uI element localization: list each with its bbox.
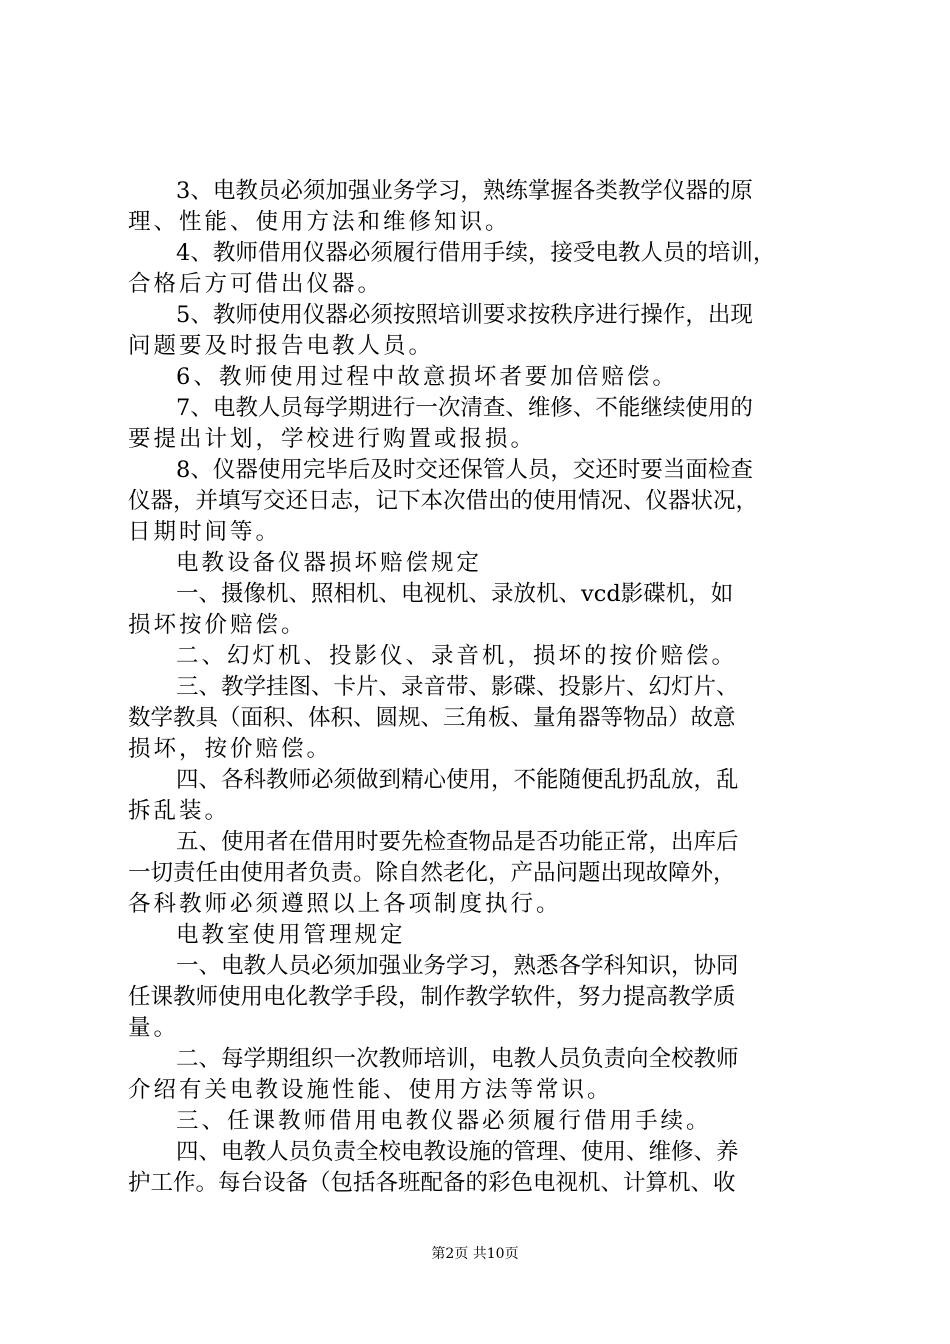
text-line: 四、电教人员负责全校电教设施的管理、使用、维修、养 — [176, 1139, 739, 1165]
section-heading: 电教设备仪器损坏赔偿规定 — [176, 550, 483, 576]
text-line: 一、摄像机、照相机、电视机、录放机、vcd影碟机，如 — [176, 581, 734, 607]
page-footer: 第2页 共10页 — [431, 1246, 519, 1262]
text-line: 4、教师借用仪器必须履行借用手续，接受电教人员的培训， — [176, 240, 776, 266]
section-heading: 电教室使用管理规定 — [176, 922, 406, 948]
text-line: 6、教师使用过程中故意损坏者要加倍赔偿。 — [176, 364, 678, 390]
text-line: 三、教学挂图、卡片、录音带、影碟、投影片、幻灯片、 — [176, 674, 739, 700]
text-line: 一切责任由使用者负责。除自然老化，产品问题出现故障外， — [128, 860, 736, 886]
text-line: 一、电教人员必须加强业务学习，熟悉各学科知识，协同 — [176, 953, 739, 979]
text-line: 5、教师使用仪器必须按照培训要求按秩序进行操作，出现 — [176, 302, 753, 328]
text-line: 护工作。每台设备（包括各班配备的彩色电视机、计算机、收 — [128, 1170, 736, 1196]
text-line: 量。 — [128, 1015, 180, 1041]
text-line: 二、每学期组织一次教师培训，电教人员负责向全校教师 — [176, 1046, 739, 1072]
text-line: 问题要及时报告电教人员。 — [128, 333, 435, 359]
text-line: 7、电教人员每学期进行一次清查、维修、不能继续使用的 — [176, 395, 753, 421]
text-line: 8、仪器使用完毕后及时交还保管人员，交还时要当面检查 — [176, 457, 753, 483]
text-line: 仪器，并填写交还日志，记下本次借出的使用情况、仪器状况， — [128, 488, 759, 514]
text-line: 任课教师使用电化教学手段，制作教学软件，努力提高教学质 — [128, 984, 736, 1010]
text-line: 损坏按价赔偿。 — [128, 612, 307, 638]
text-line: 介绍有关电教设施性能、使用方法等常识。 — [128, 1077, 613, 1103]
text-line: 日期时间等。 — [128, 519, 282, 545]
text-line: 损坏，按价赔偿。 — [128, 736, 333, 762]
text-line: 要提出计划，学校进行购置或报损。 — [128, 426, 537, 452]
text-line: 二、幻灯机、投影仪、录音机，损坏的按价赔偿。 — [176, 643, 738, 669]
text-line: 3、电教员必须加强业务学习，熟练掌握各类教学仪器的原 — [176, 178, 753, 204]
text-line: 五、使用者在借用时要先检查物品是否功能正常，出库后 — [176, 829, 739, 855]
text-line: 拆乱装。 — [128, 798, 231, 824]
text-line: 理、性能、使用方法和维修知识。 — [128, 209, 511, 235]
text-line: 三、任课教师借用电教仪器必须履行借用手续。 — [176, 1108, 712, 1134]
text-line: 各科教师必须遵照以上各项制度执行。 — [128, 891, 562, 917]
text-line: 四、各科教师必须做到精心使用，不能随便乱扔乱放，乱 — [176, 767, 739, 793]
text-line: 数学教具（面积、体积、圆规、三角板、量角器等物品）故意 — [128, 705, 736, 731]
text-line: 合格后方可借出仪器。 — [128, 271, 384, 297]
